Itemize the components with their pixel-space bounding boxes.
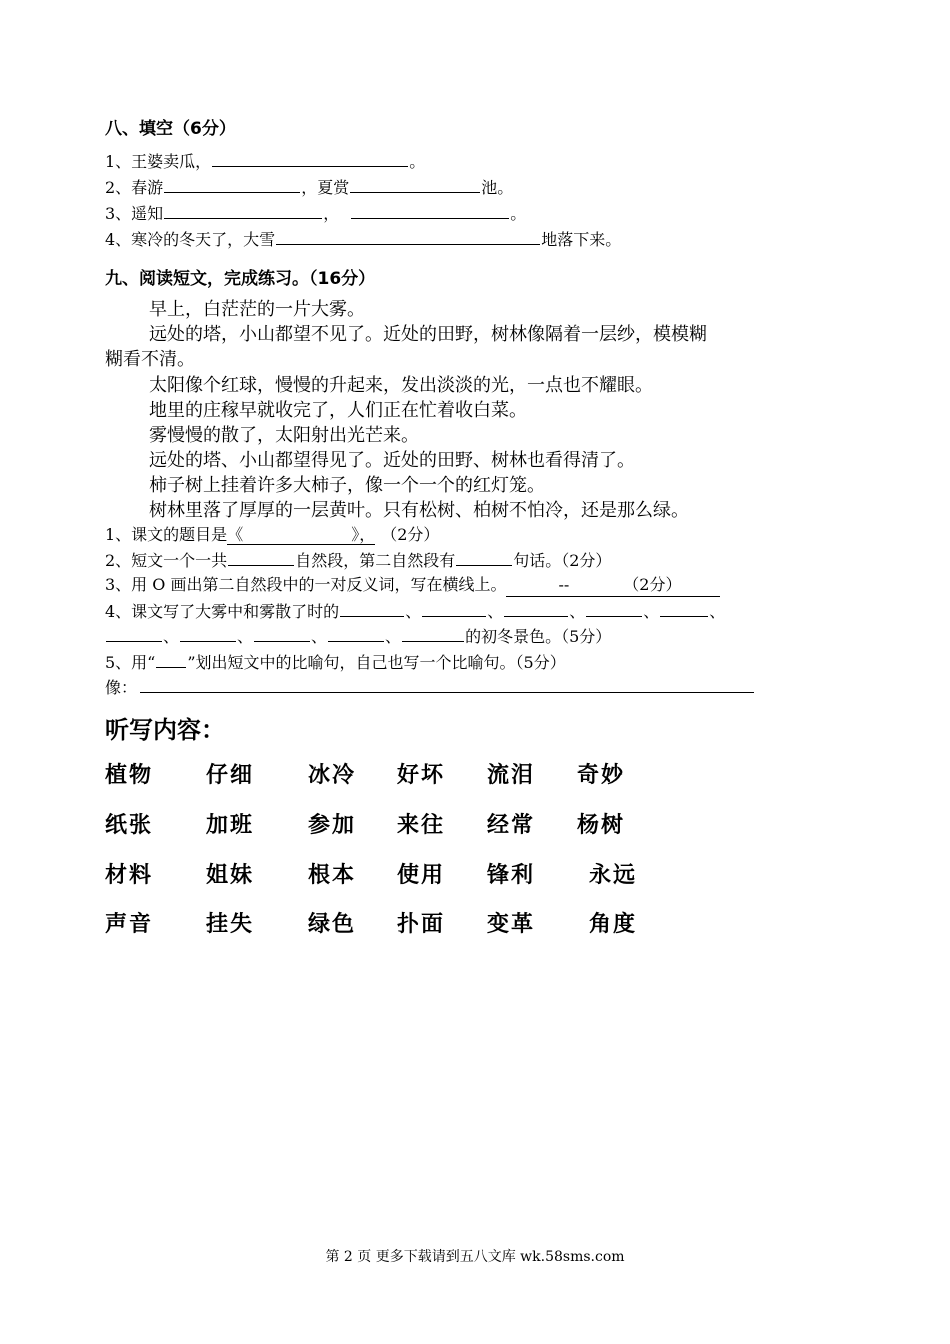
underline-sample xyxy=(156,651,186,668)
q5-end: ”划出短文中的比喻句，自己也写一个比喻句。（5分） xyxy=(187,653,566,672)
dictation-word: 参加 xyxy=(308,812,357,838)
title-answer[interactable] xyxy=(227,525,375,545)
answer-blank[interactable] xyxy=(106,625,162,642)
answer-blank[interactable] xyxy=(164,176,300,193)
simile-answer[interactable] xyxy=(140,676,754,693)
q2-mid: 自然段，第二自然段有 xyxy=(295,551,456,570)
passage-line: 地里的庄稼早就收完了，人们正在忙着收白菜。 xyxy=(149,400,527,421)
answer-blank[interactable] xyxy=(402,625,464,642)
dictation-word: 好坏 xyxy=(397,762,446,788)
passage-line: 早上，白茫茫的一片大雾。 xyxy=(149,299,365,320)
answer-blank[interactable] xyxy=(164,202,322,219)
dictation-word: 纸张 xyxy=(105,812,154,838)
dictation-word: 永远 xyxy=(589,862,638,888)
dictation-word: 仔细 xyxy=(206,762,255,788)
dictation-word: 声音 xyxy=(105,911,154,937)
section9-q4 xyxy=(105,600,725,623)
answer-blank[interactable] xyxy=(212,150,408,167)
q3-end: 。 xyxy=(510,204,527,223)
section8-q3 xyxy=(105,202,526,225)
dictation-word: 挂失 xyxy=(206,911,255,937)
q1-score: （2分） xyxy=(389,525,440,544)
section9-q3 xyxy=(105,574,720,597)
separator: 、 xyxy=(405,602,422,621)
passage-line: 雾慢慢的散了，太阳射出光芒来。 xyxy=(149,425,419,446)
answer-blank[interactable] xyxy=(422,600,486,617)
dictation-word: 经常 xyxy=(487,812,536,838)
simile-prefix: 像： xyxy=(105,678,138,697)
dictation-word: 冰冷 xyxy=(308,762,357,788)
section9-q4-cont xyxy=(105,625,611,648)
separator: 、 xyxy=(643,602,660,621)
passage-line: 柿子树上挂着许多大柿子，像一个一个的红灯笼。 xyxy=(149,475,545,496)
q4-text: 4、课文写了大雾中和雾散了时的 xyxy=(105,602,340,621)
passage-line: 太阳像个红球，慢慢的升起来，发出淡淡的光，一点也不耀眼。 xyxy=(149,375,653,396)
answer-blank[interactable] xyxy=(180,625,236,642)
separator: 、 xyxy=(163,627,180,646)
q4-text: 4、寒冷的冬天了，大雪 xyxy=(105,230,276,249)
dictation-word: 加班 xyxy=(206,812,255,838)
section8-q2 xyxy=(105,176,513,199)
dash: -- xyxy=(558,575,570,594)
close-bracket: 》， xyxy=(351,525,376,544)
dictation-word: 奇妙 xyxy=(577,762,626,788)
simile-line xyxy=(105,676,755,699)
q2-end: 句话。（2分） xyxy=(513,551,612,570)
q1-text: 1、课文的题目是 xyxy=(105,525,228,544)
separator: 、 xyxy=(709,602,726,621)
separator: 、 xyxy=(311,627,328,646)
q2-end: 池。 xyxy=(481,178,514,197)
dictation-word: 锋利 xyxy=(487,862,536,888)
section8-title: 八、填空（6分） xyxy=(105,119,236,139)
q2-mid: ，夏赏 xyxy=(301,178,350,197)
q2-text: 2、春游 xyxy=(105,178,164,197)
answer-blank[interactable] xyxy=(660,600,708,617)
passage-line: 远处的塔，小山都望不见了。近处的田野，树林像隔着一层纱，模模糊 xyxy=(149,324,707,345)
separator: 、 xyxy=(385,627,402,646)
answer-blank[interactable] xyxy=(456,549,512,566)
open-bracket: 《 xyxy=(227,525,244,544)
answer-blank[interactable] xyxy=(504,600,568,617)
q3-mid: ， xyxy=(323,204,340,223)
dictation-word: 植物 xyxy=(105,762,154,788)
q3-text: 3、遥知 xyxy=(105,204,164,223)
answer-blank[interactable] xyxy=(328,625,384,642)
dictation-word: 扑面 xyxy=(397,911,446,937)
passage-line: 树林里落了厚厚的一层黄叶。只有松树、柏树不怕冷，还是那么绿。 xyxy=(149,500,689,521)
passage-line: 远处的塔、小山都望得见了。近处的田野、树林也看得清了。 xyxy=(149,450,635,471)
section8-q4 xyxy=(105,228,621,251)
section8-q1 xyxy=(105,150,425,173)
separator: 、 xyxy=(237,627,254,646)
dictation-word: 来往 xyxy=(397,812,446,838)
q1-text: 1、王婆卖瓜， xyxy=(105,152,212,171)
separator: 、 xyxy=(569,602,586,621)
q5-text: 5、用“ xyxy=(105,653,156,672)
dictation-word: 材料 xyxy=(105,862,154,888)
q3-score: （2分） xyxy=(623,575,682,594)
dictation-word: 流泪 xyxy=(487,762,536,788)
answer-blank[interactable] xyxy=(351,202,509,219)
answer-blank[interactable] xyxy=(254,625,310,642)
passage-line: 糊看不清。 xyxy=(105,349,195,370)
q4-end: 的初冬景色。（5分） xyxy=(465,627,612,646)
antonym-answer[interactable] xyxy=(506,574,720,597)
section9-q1 xyxy=(105,524,439,546)
section9-q5 xyxy=(105,651,566,674)
dictation-word: 变革 xyxy=(487,911,536,937)
dictation-word: 绿色 xyxy=(308,911,357,937)
answer-blank[interactable] xyxy=(276,228,540,245)
separator: 、 xyxy=(487,602,504,621)
q4-end: 地落下来。 xyxy=(541,230,622,249)
q2-text: 2、短文一个一共 xyxy=(105,551,228,570)
dictation-word: 使用 xyxy=(397,862,446,888)
answer-blank[interactable] xyxy=(340,600,404,617)
answer-blank[interactable] xyxy=(350,176,480,193)
page-footer: 第 2 页 更多下载请到五八文库 wk.58sms.com xyxy=(325,1249,625,1265)
dictation-word: 杨树 xyxy=(577,812,626,838)
answer-blank[interactable] xyxy=(586,600,642,617)
answer-blank[interactable] xyxy=(228,549,294,566)
q1-end: 。 xyxy=(409,152,426,171)
section9-q2 xyxy=(105,549,611,572)
q3-text: 3、用 O 画出第二自然段中的一对反义词，写在横线上。 xyxy=(105,575,507,594)
dictation-word: 根本 xyxy=(308,862,357,888)
dictation-word: 角度 xyxy=(589,911,638,937)
section9-title: 九、阅读短文，完成练习。（16分） xyxy=(105,269,376,289)
dictation-word: 姐妹 xyxy=(206,862,255,888)
dictation-title: 听写内容： xyxy=(105,715,225,744)
